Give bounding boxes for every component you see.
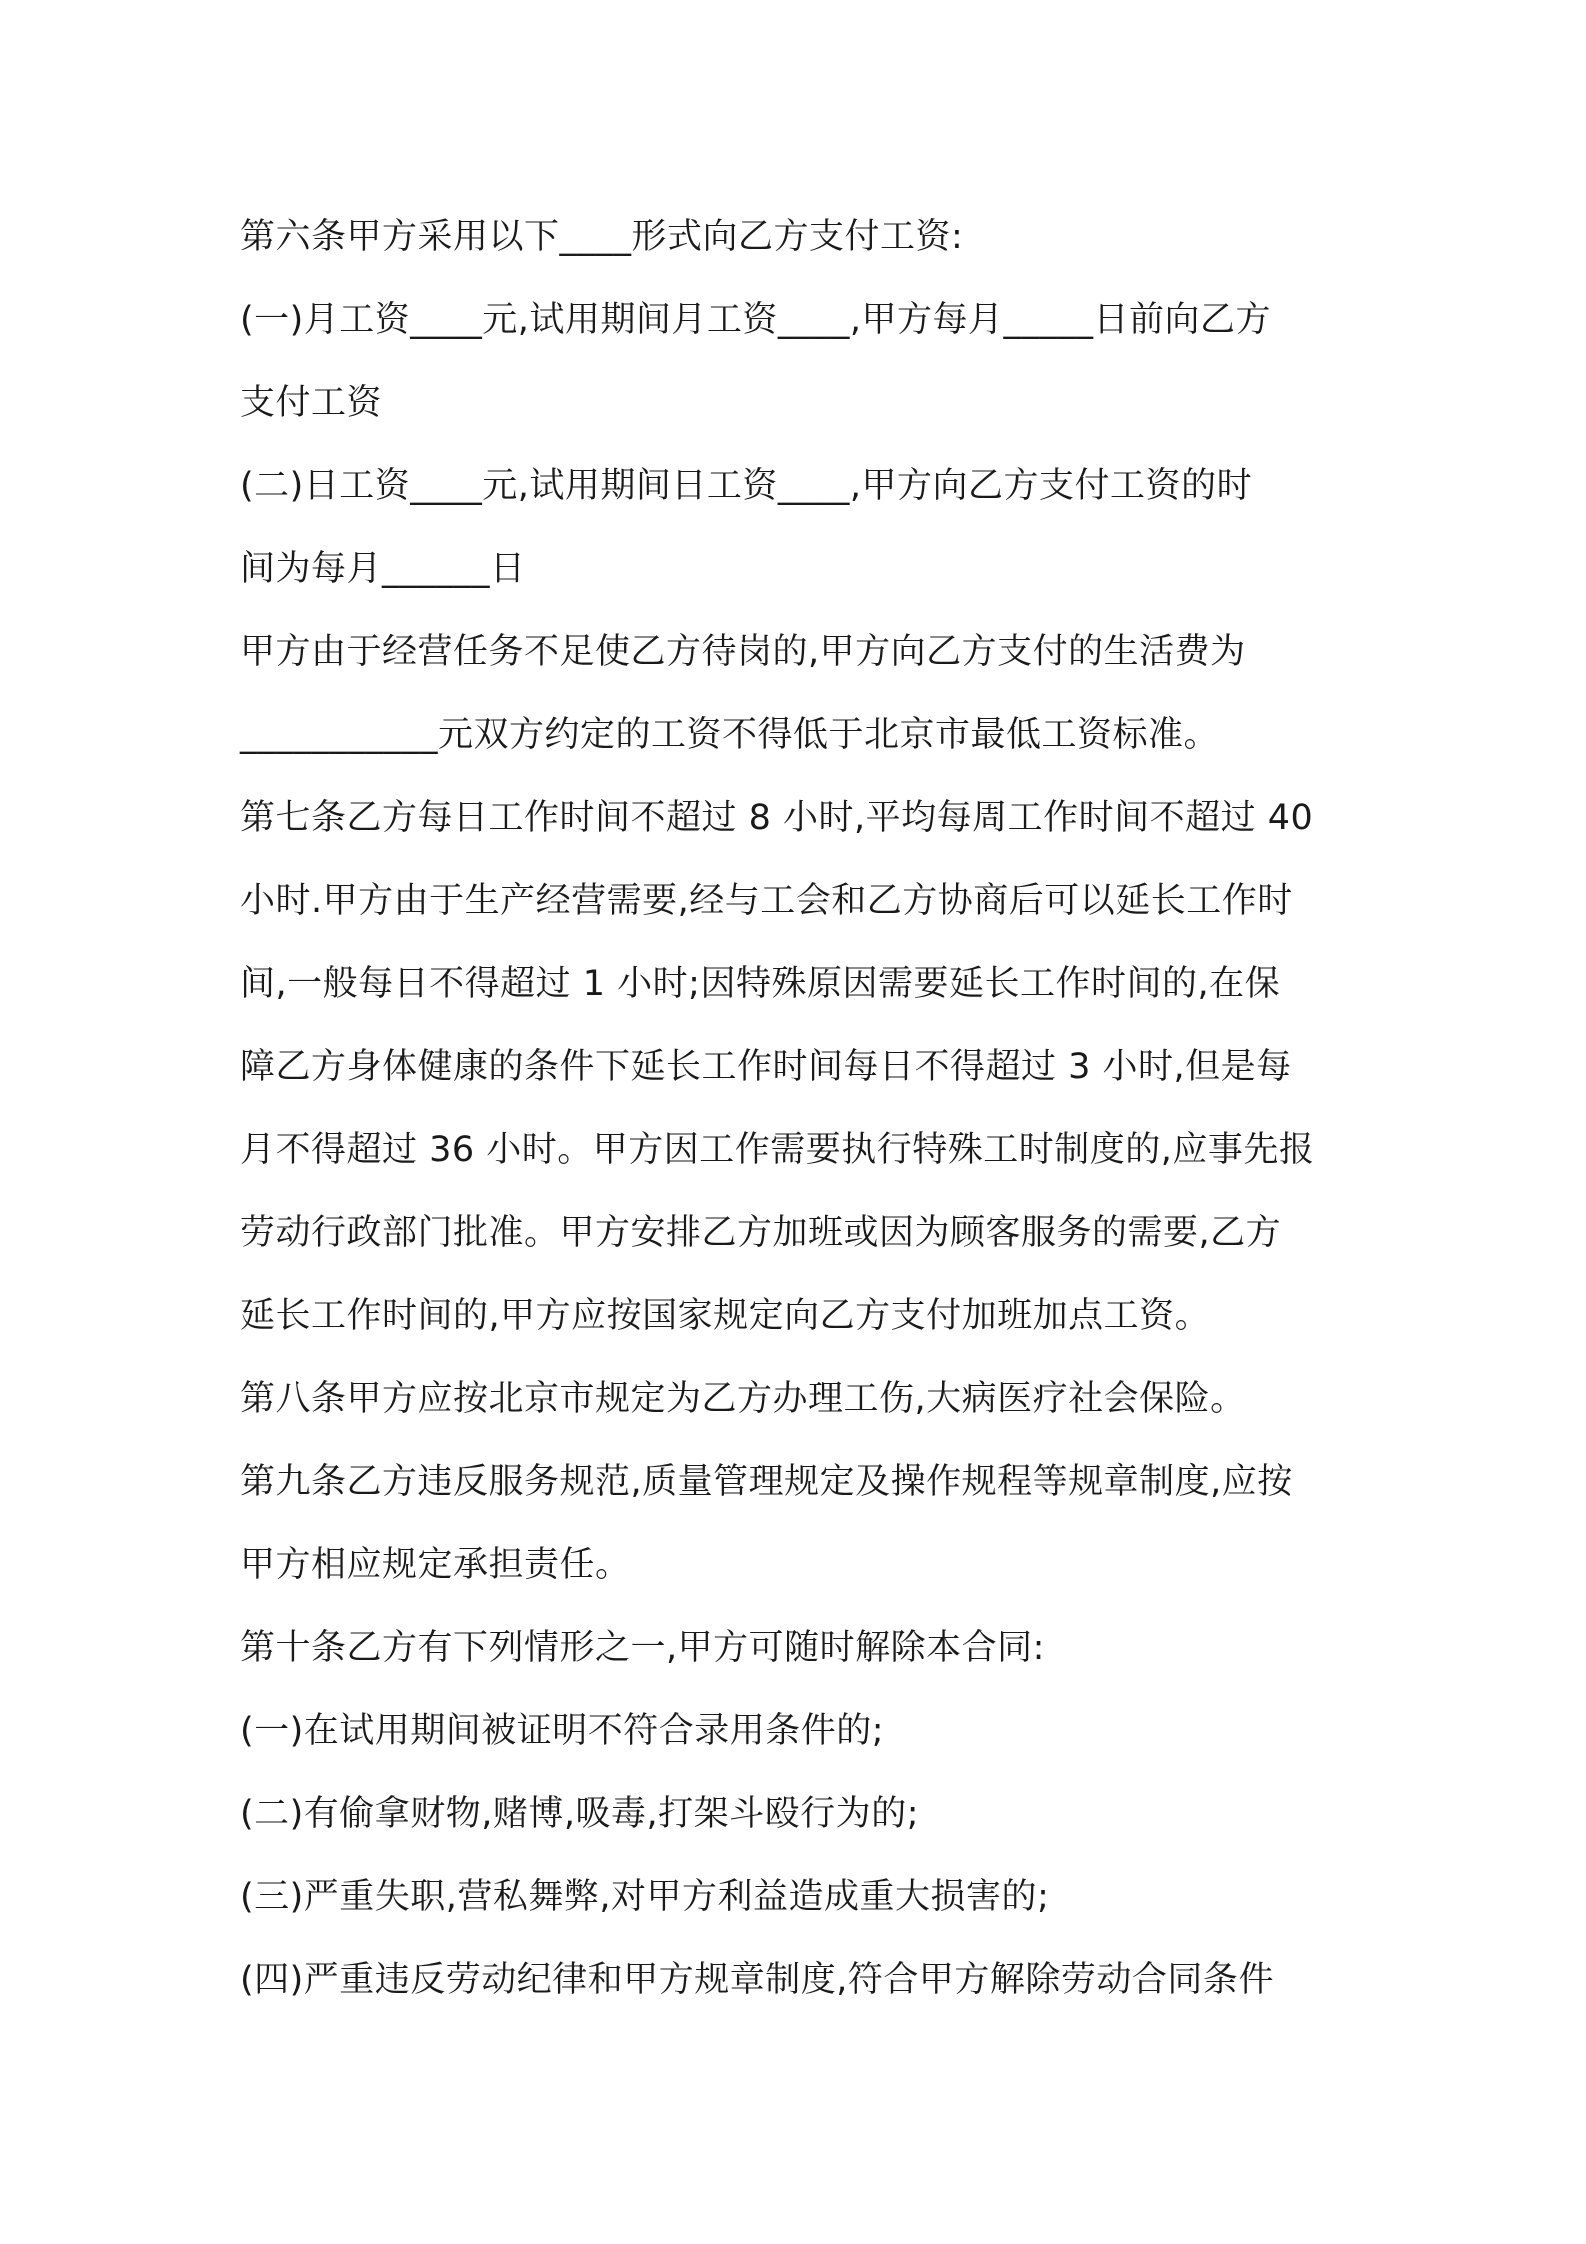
text-line: (一)月工资____元,试用期间月工资____,甲方每月_____日前向乙方 bbox=[240, 300, 1272, 340]
text-line: 第九条乙方违反服务规范,质量管理规定及操作规程等规章制度,应按 bbox=[240, 1462, 1293, 1502]
text-line: 月不得超过 36 小时。甲方因工作需要执行特殊工时制度的,应事先报 bbox=[240, 1130, 1315, 1170]
paragraph-article-7 bbox=[240, 777, 1360, 1358]
text-line: (二)有偷拿财物,赌博,吸毒,打架斗殴行为的; bbox=[240, 1794, 919, 1834]
text-line: (二)日工资____元,试用期间日工资____,甲方向乙方支付工资的时 bbox=[240, 466, 1253, 506]
text-line: 支付工资 bbox=[240, 383, 383, 423]
paragraph-clause-1 bbox=[240, 1690, 1360, 1773]
document-body bbox=[240, 196, 1360, 2022]
text-line: 甲方由于经营任务不足使乙方待岗的,甲方向乙方支付的生活费为 bbox=[240, 632, 1246, 672]
text-line: ___________元双方约定的工资不得低于北京市最低工资标准。 bbox=[240, 715, 1220, 755]
text-line: (一)在试用期间被证明不符合录用条件的; bbox=[240, 1711, 885, 1751]
text-line: (三)严重失职,营私舞弊,对甲方利益造成重大损害的; bbox=[240, 1877, 1050, 1917]
paragraph-article-10 bbox=[240, 1607, 1360, 1690]
text-line: 劳动行政部门批准。甲方安排乙方加班或因为顾客服务的需要,乙方 bbox=[240, 1213, 1282, 1253]
paragraph-monthly-wage bbox=[240, 279, 1360, 445]
text-line: 第七条乙方每日工作时间不超过 8 小时,平均每周工作时间不超过 40 bbox=[240, 798, 1314, 838]
text-line: 障乙方身体健康的条件下延长工作时间每日不得超过 3 小时,但是每 bbox=[240, 1047, 1292, 1087]
text-line: (四)严重违反劳动纪律和甲方规章制度,符合甲方解除劳动合同条件 bbox=[240, 1960, 1274, 2000]
paragraph-clause-2 bbox=[240, 1773, 1360, 1856]
paragraph-clause-4 bbox=[240, 1939, 1360, 2022]
paragraph-article-9 bbox=[240, 1441, 1360, 1607]
text-line: 延长工作时间的,甲方应按国家规定向乙方支付加班加点工资。 bbox=[240, 1296, 1211, 1336]
paragraph-article-8 bbox=[240, 1358, 1360, 1441]
paragraph-daily-wage bbox=[240, 445, 1360, 611]
paragraph-article-6 bbox=[240, 196, 1360, 279]
text-line: 间为每月______日 bbox=[240, 549, 526, 589]
paragraph-clause-3 bbox=[240, 1856, 1360, 1939]
text-line: 第十条乙方有下列情形之一,甲方可随时解除本合同: bbox=[240, 1628, 1045, 1668]
text-line: 小时.甲方由于生产经营需要,经与工会和乙方协商后可以延长工作时 bbox=[240, 881, 1293, 921]
text-line: 甲方相应规定承担责任。 bbox=[240, 1545, 631, 1585]
text-line: 间,一般每日不得超过 1 小时;因特殊原因需要延长工作时间的,在保 bbox=[240, 964, 1281, 1004]
paragraph-standby-allowance bbox=[240, 611, 1360, 777]
text-line: 第六条甲方采用以下____形式向乙方支付工资: bbox=[240, 217, 964, 257]
text-line: 第八条甲方应按北京市规定为乙方办理工伤,大病医疗社会保险。 bbox=[240, 1379, 1246, 1419]
